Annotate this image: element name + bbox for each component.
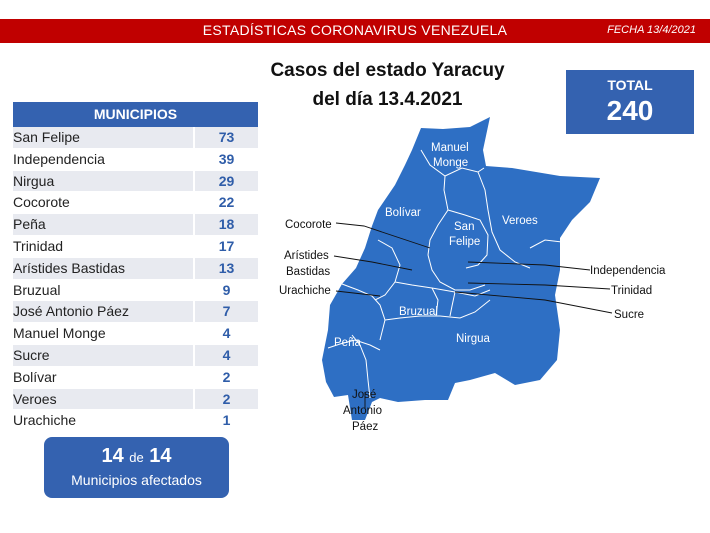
title-line-1: Casos del estado Yaracuy	[270, 60, 505, 81]
municipio-cases: 13	[195, 258, 258, 279]
municipio-name: Nirgua	[13, 171, 193, 192]
municipio-name: Independencia	[13, 150, 105, 167]
banner-date: FECHA 13/4/2021	[607, 24, 696, 36]
total-value: 240	[606, 95, 654, 126]
label-manuel-monge-1: Manuel	[431, 142, 469, 154]
callout-jap-1: José	[352, 389, 377, 401]
label-manuel-monge-2: Monge	[433, 157, 469, 169]
municipio-name: Bolívar	[13, 368, 57, 385]
municipio-name: Veroes	[13, 389, 193, 410]
municipio-cases: 73	[195, 127, 258, 148]
municipio-name: Peña	[13, 214, 193, 235]
callout-jap-3: Páez	[352, 421, 379, 433]
banner-title: ESTADÍSTICAS CORONAVIRUS VENEZUELA	[202, 22, 508, 38]
municipio-cases: 4	[222, 325, 231, 342]
label-bolivar: Bolívar	[385, 207, 421, 219]
title-line-2: del día 13.4.2021	[312, 89, 463, 110]
municipio-name: Cocorote	[13, 194, 70, 211]
municipio-cases: 39	[218, 150, 235, 167]
label-nirgua: Nirgua	[456, 333, 490, 345]
municipio-name: José Antonio Páez	[13, 301, 193, 322]
total-label: TOTAL	[607, 77, 653, 93]
label-veroes: Veroes	[502, 215, 538, 227]
municipio-name: Trinidad	[13, 237, 64, 254]
affected-total: 14	[149, 445, 172, 467]
municipio-name: Urachiche	[13, 412, 77, 429]
label-san-felipe-1: San	[454, 221, 475, 233]
municipio-cases: 17	[218, 237, 235, 254]
affected-of: de	[129, 450, 144, 465]
municipio-name: Bruzual	[13, 281, 61, 298]
label-bruzual: Bruzual	[399, 306, 438, 318]
municipio-cases: 18	[195, 214, 258, 235]
callout-aristides-2: Bastidas	[286, 266, 331, 278]
affected-number: 14	[101, 445, 124, 467]
municipio-cases: 22	[218, 194, 235, 211]
municipio-name: Manuel Monge	[13, 325, 106, 342]
municipio-name: Sucre	[13, 345, 193, 366]
callout-independencia: Independencia	[590, 265, 666, 277]
municipio-cases: 29	[195, 171, 258, 192]
callout-trinidad: Trinidad	[611, 285, 653, 297]
municipio-cases: 1	[222, 412, 231, 429]
municipio-name: Arístides Bastidas	[13, 258, 193, 279]
callout-urachiche: Urachiche	[279, 285, 331, 297]
affected-label: Municipios afectados	[71, 472, 202, 488]
callout-aristides-1: Arístides	[284, 250, 329, 262]
municipio-cases: 7	[195, 301, 258, 322]
municipio-cases: 4	[195, 345, 258, 366]
label-pena: Peña	[334, 337, 361, 349]
municipio-cases: 2	[195, 389, 258, 410]
municipio-cases: 2	[222, 368, 231, 385]
label-san-felipe-2: Felipe	[449, 236, 481, 248]
table-header: MUNICIPIOS	[13, 102, 258, 127]
callout-jap-2: Antonio	[343, 405, 383, 417]
municipio-cases: 9	[222, 281, 231, 298]
callout-cocorote: Cocorote	[285, 219, 332, 231]
municipio-name: San Felipe	[13, 127, 193, 148]
callout-sucre: Sucre	[614, 309, 645, 321]
